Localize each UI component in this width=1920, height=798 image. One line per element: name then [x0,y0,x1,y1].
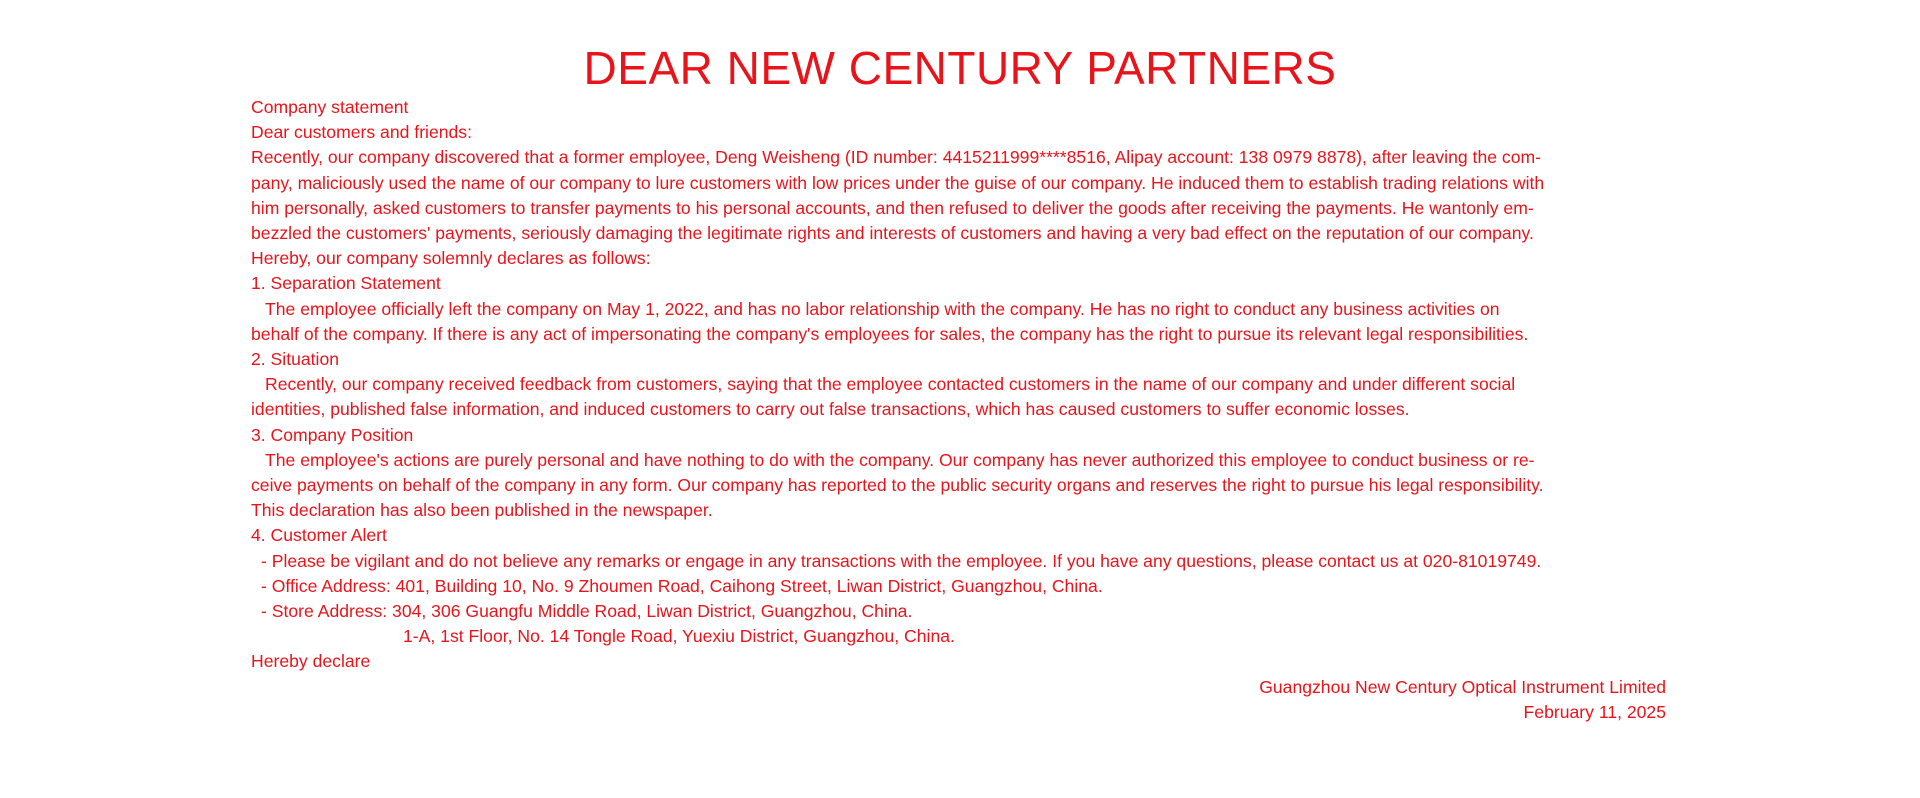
section-heading-situation: 2. Situation [251,349,340,370]
section-text: The employee's actions are purely personal and have nothing to do with the company. Our company has never authorized this employee to conduct business or re- [265,449,1535,470]
closing-text: Hereby declare [251,651,371,672]
section-heading-alert: 4. Customer Alert [251,525,387,546]
intro-line: him personally, asked customers to transfer payments to his personal accounts, and then refused to deliver the goods after receiving the payments. He wantonly em- [251,197,1534,218]
section-heading-position: 3. Company Position [251,424,414,445]
signature-date: February 11, 2025 [1523,701,1666,722]
section-text: behalf of the company. If there is any act of impersonating the company's employees for sales, the company has the right to pursue its relevant legal responsibilities. [251,323,1529,344]
section-heading-separation: 1. Separation Statement [251,273,441,294]
statement-body [251,95,1666,725]
store-address: - Store Address: 304, 306 Guangfu Middle Road, Liwan District, Guangzhou, China. [261,601,913,622]
section-text: The employee officially left the company on May 1, 2022, and has no labor relationship with the company. He has no right to conduct any business activities on [265,298,1500,319]
section-text: identities, published false information, and induced customers to carry out false transactions, which has caused customers to suffer economic losses. [251,399,1410,420]
office-address: - Office Address: 401, Building 10, No. 9 Zhoumen Road, Caihong Street, Liwan District, Guangzhou, China. [261,575,1103,596]
alert-item: - Please be vigilant and do not believe any remarks or engage in any transactions with the employee. If you have any questions, please contact us at 020-81019749. [261,550,1542,571]
section-text: ceive payments on behalf of the company in any form. Our company has reported to the public security organs and reserves the right to pursue his legal responsibility. [251,475,1544,496]
intro-line: pany, maliciously used the name of our company to lure customers with low prices under the guise of our company. He induced them to establish trading relations with [251,172,1545,193]
intro-line: Recently, our company discovered that a former employee, Deng Weisheng (ID number: 4415211999****8516, Alipay account: 138 0979 8878), after leaving the com- [251,147,1541,168]
statement-heading: Company statement [251,97,409,117]
section-text: This declaration has also been published in the newspaper. [251,500,713,521]
declare-intro: Hereby, our company solemnly declares as follows: [251,248,651,269]
store-address-continuation: 1-A, 1st Floor, No. 14 Tongle Road, Yuexiu District, Guangzhou, China. [403,626,955,647]
intro-line: bezzled the customers' payments, seriously damaging the legitimate rights and interests of customers and having a very bad effect on the reputation of our company. [251,223,1534,244]
greeting: Dear customers and friends: [251,122,472,143]
signature-company: Guangzhou New Century Optical Instrument Limited [1259,676,1666,697]
document-title: DEAR NEW CENTURY PARTNERS [583,42,1337,94]
section-text: Recently, our company received feedback from customers, saying that the employee contacted customers in the name of our company and under different social [265,374,1516,395]
